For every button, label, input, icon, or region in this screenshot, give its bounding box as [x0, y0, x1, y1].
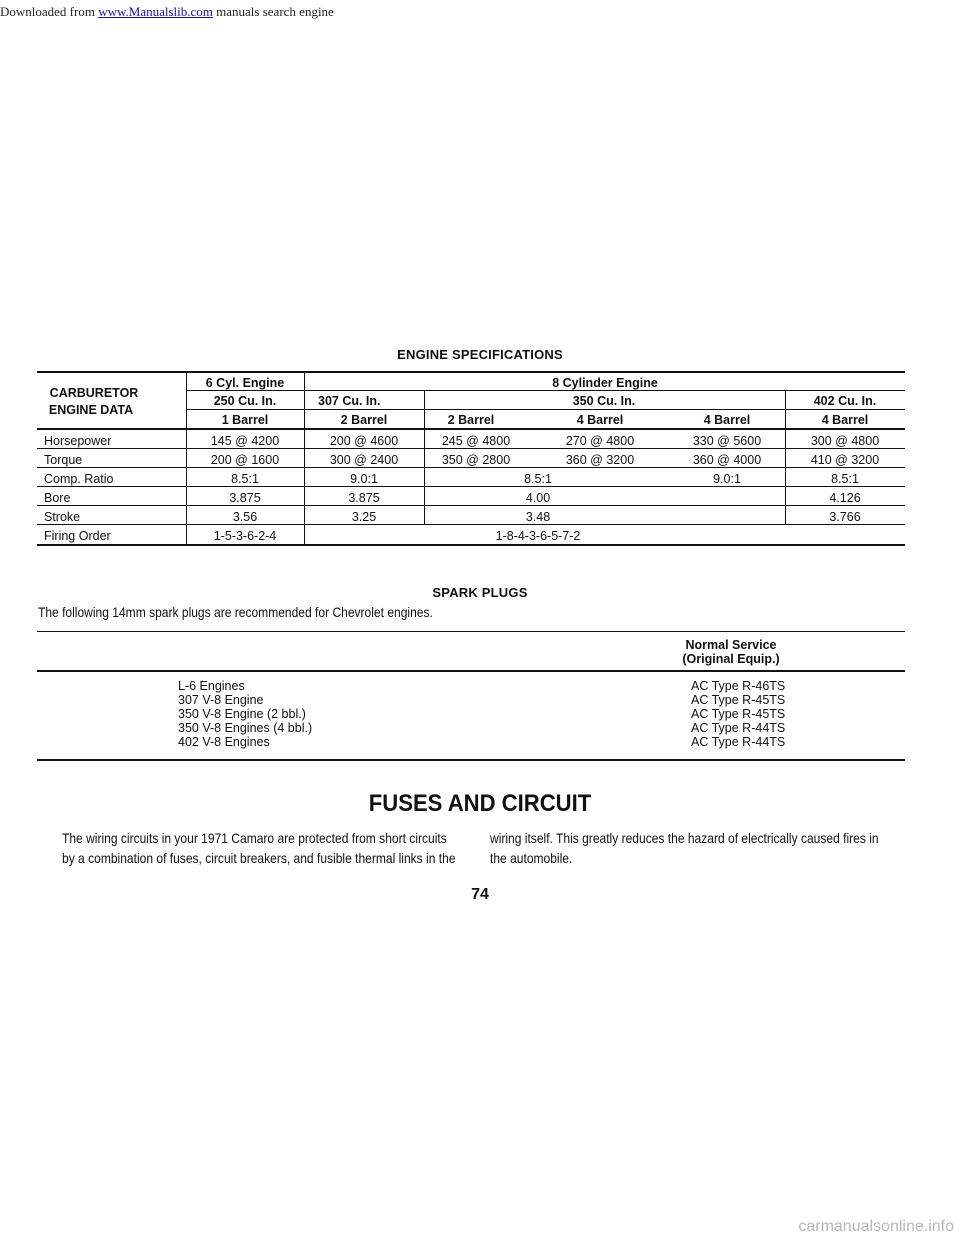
normal-service-header: Normal Service: [685, 638, 777, 652]
table-cell: 9.0:1: [350, 472, 378, 486]
engine-data-header: ENGINE DATA: [48, 403, 134, 417]
carburetor-header: CARBURETOR: [49, 386, 139, 400]
table-divider: [424, 390, 425, 525]
table-cell: 1-8-4-3-6-5-7-2: [495, 529, 581, 543]
table-cell: 200 @ 4600: [329, 434, 399, 448]
spark-plugs-intro: The following 14mm spark plugs are recommended for Chevrolet engines.: [38, 604, 433, 620]
footer-watermark: carmanualsonline.info: [798, 1218, 954, 1235]
carb-350-b: 4 Barrel: [576, 413, 624, 427]
paragraph-line: by a combination of fuses, circuit breakers, and fusible thermal links in the: [62, 850, 456, 866]
table-cell: 8.5:1: [231, 472, 259, 486]
table-rule: [37, 544, 905, 546]
engine-item: 350 V-8 Engines (4 bbl.): [178, 721, 313, 735]
paragraph-line: wiring itself. This greatly reduces the hazard of electrically caused fires in: [490, 830, 879, 846]
row-label-horsepower: Horsepower: [44, 434, 112, 448]
table-cell: 4.126: [829, 491, 861, 505]
table-cell: 360 @ 3200: [565, 453, 635, 467]
row-label-bore: Bore: [44, 491, 71, 505]
table-rule: [37, 467, 905, 468]
displacement-402: 402 Cu. In.: [813, 394, 877, 408]
carb-307: 2 Barrel: [340, 413, 388, 427]
plug-item: AC Type R-44TS: [691, 721, 786, 735]
table-rule: [186, 390, 905, 391]
table-cell: 8.5:1: [524, 472, 552, 486]
table-cell: 360 @ 4000: [692, 453, 762, 467]
table-rule: [37, 428, 905, 430]
manualslib-link[interactable]: www.Manualslib.com: [98, 4, 213, 19]
table-cell: 3.766: [829, 510, 861, 524]
table-cell: 8.5:1: [831, 472, 859, 486]
table-cell: 300 @ 4800: [810, 434, 880, 448]
engine-item: 350 V-8 Engine (2 bbl.): [178, 707, 306, 721]
displacement-307: 307 Cu. In.: [318, 394, 381, 408]
download-prefix: Downloaded from: [0, 4, 99, 19]
table-divider: [186, 371, 187, 544]
table-cell: 3.48: [525, 510, 551, 524]
paragraph-line: the automobile.: [490, 850, 573, 866]
download-suffix: manuals search engine: [212, 4, 334, 19]
engine-specs-title: ENGINE SPECIFICATIONS: [397, 347, 563, 362]
table-cell: 3.875: [229, 491, 261, 505]
table-rule: [37, 524, 905, 525]
table-rule: [186, 409, 905, 410]
table-rule: [37, 631, 905, 632]
plug-item: AC Type R-46TS: [691, 679, 786, 693]
carb-250: 1 Barrel: [221, 413, 269, 427]
six-cyl-header: 6 Cyl. Engine: [205, 376, 285, 390]
page-number: 74: [471, 886, 489, 903]
plug-item: AC Type R-45TS: [691, 693, 786, 707]
engine-item: 307 V-8 Engine: [178, 693, 264, 707]
row-label-stroke: Stroke: [44, 510, 81, 524]
displacement-350: 350 Cu. In.: [572, 394, 636, 408]
table-cell: 1-5-3-6-2-4: [213, 529, 277, 543]
table-divider: [785, 390, 786, 525]
row-label-torque: Torque: [44, 453, 83, 467]
engine-item: 402 V-8 Engines: [178, 735, 270, 749]
table-rule: [37, 371, 905, 373]
displacement-250: 250 Cu. In.: [213, 394, 277, 408]
carb-350-c: 4 Barrel: [703, 413, 751, 427]
eight-cyl-header: 8 Cylinder Engine: [552, 376, 658, 390]
table-cell: 350 @ 2800: [441, 453, 511, 467]
table-cell: 410 @ 3200: [810, 453, 880, 467]
table-cell: 300 @ 2400: [329, 453, 399, 467]
table-rule: [37, 759, 905, 761]
carb-402: 4 Barrel: [821, 413, 869, 427]
carb-350-a: 2 Barrel: [447, 413, 495, 427]
plug-item: AC Type R-45TS: [691, 707, 786, 721]
table-cell: 145 @ 4200: [210, 434, 280, 448]
engine-item: L-6 Engines: [178, 679, 245, 693]
table-divider: [304, 371, 305, 544]
fuses-paragraph-right: [490, 828, 879, 868]
table-cell: 3.25: [351, 510, 377, 524]
table-cell: 3.56: [232, 510, 258, 524]
row-label-comp-ratio: Comp. Ratio: [44, 472, 114, 486]
download-source-line: [0, 4, 334, 20]
fuses-paragraph-left: [62, 828, 456, 868]
plug-item: AC Type R-44TS: [691, 735, 786, 749]
table-cell: 270 @ 4800: [565, 434, 635, 448]
table-rule: [37, 670, 905, 672]
spark-plugs-title: SPARK PLUGS: [432, 585, 528, 600]
original-equip-header: (Original Equip.): [682, 652, 780, 666]
table-rule: [37, 448, 905, 449]
table-cell: 9.0:1: [713, 472, 741, 486]
table-cell: 245 @ 4800: [441, 434, 511, 448]
row-label-firing-order: Firing Order: [44, 529, 111, 543]
fuses-title: FUSES AND CIRCUIT: [368, 790, 592, 817]
paragraph-line: The wiring circuits in your 1971 Camaro are protected from short circuits: [62, 830, 447, 846]
table-cell: 3.875: [348, 491, 380, 505]
table-cell: 4.00: [525, 491, 551, 505]
table-rule: [37, 505, 905, 506]
table-cell: 200 @ 1600: [210, 453, 280, 467]
table-rule: [37, 486, 905, 487]
table-cell: 330 @ 5600: [692, 434, 762, 448]
